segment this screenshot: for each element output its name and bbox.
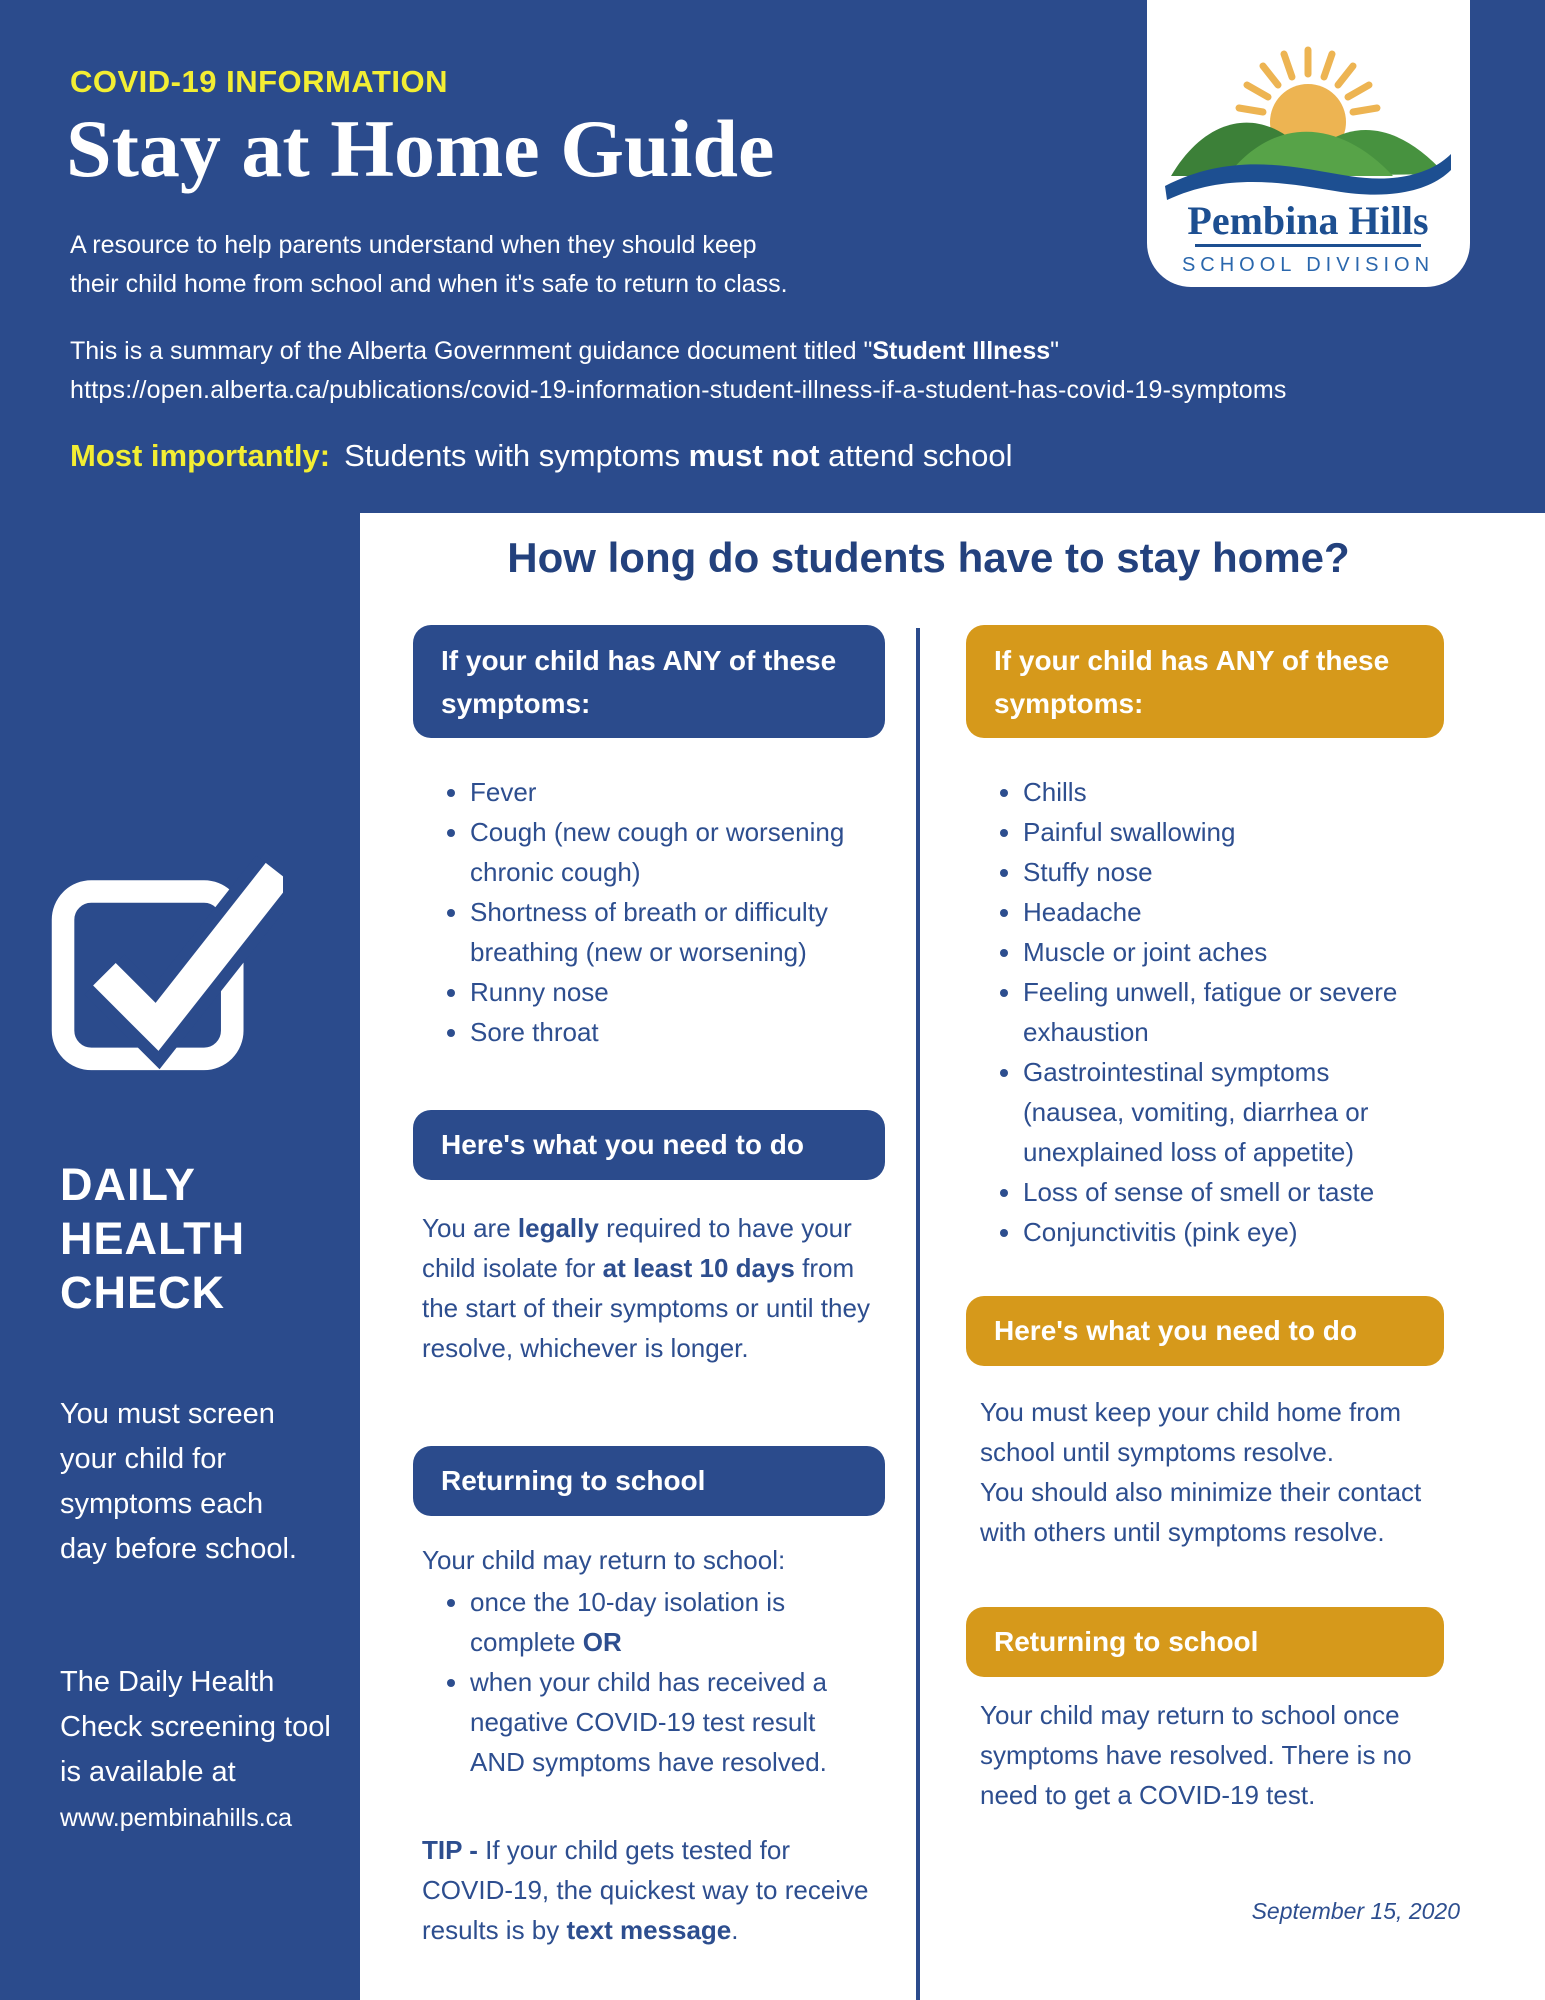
sidebar-title-line-2: HEALTH [60,1213,246,1264]
right-todo-line-1: You must keep your child home from school until symptoms resolve. [980,1397,1402,1467]
sidebar-tool-text-main: The Daily Health Check screening tool is available at [60,1666,331,1788]
list-item: • Stuffy nose [1023,852,1433,892]
important-text: Students with symptoms must not attend school [344,438,1013,473]
list-item: • Shortness of breath or difficulty breathing (new or worsening) [470,892,860,972]
left-todo-text: You are legally required to have your child isolate for at least 10 days from the start of their symptoms or until they resolve, whichever is longer. [422,1213,870,1363]
list-item: • Fever [470,772,860,812]
left-returning-list [440,1582,864,1782]
left-returning-header: Returning to school [413,1446,885,1516]
logo-name: Pembina Hills [1187,198,1429,243]
list-item: • Feeling unwell, fatigue or severe exhaustion [1023,972,1433,1052]
list-item: • when your child has received a negative COVID-19 test result AND symptoms have resolved. [470,1662,864,1782]
list-item: • Chills [1023,772,1433,812]
list-item: • Runny nose [470,972,860,1012]
pembinahills-website-link[interactable]: www.pembinahills.ca [60,1804,293,1832]
main-heading: How long do students have to stay home? [507,534,1350,581]
logo-rule [1195,244,1421,247]
eyebrow-covid-info: COVID-19 INFORMATION [70,64,448,99]
summary-block [70,332,1287,410]
list-item: • Painful swallowing [1023,812,1433,852]
left-tip-text: TIP - If your child gets tested for COVID-19, the quickest way to receive results is by text message. [422,1835,869,1945]
right-todo-header: Here's what you need to do [966,1296,1444,1366]
left-todo-header: Here's what you need to do [413,1110,885,1180]
alberta-guidance-url[interactable]: https://open.alberta.ca/publications/covid-19-information-student-illness-if-a-student-has-covid-19-symptoms [70,376,1287,404]
list-item: • Muscle or joint aches [1023,932,1433,972]
left-returning-intro: Your child may return to school: [422,1545,786,1575]
summary-text: This is a summary of the Alberta Government guidance document titled "Student Illness" [70,337,1060,365]
checkbox-checkmark-icon [48,852,283,1073]
right-symptoms-header: If your child has ANY of these symptoms: [966,625,1444,738]
right-todo-line-2: You should also minimize their contact with others until symptoms resolve. [980,1477,1422,1547]
list-item: • Gastrointestinal symptoms (nausea, vomiting, diarrhea or unexplained loss of appetite) [1023,1052,1433,1172]
sidebar-title-line-3: CHECK [60,1267,226,1318]
column-divider [916,628,920,2000]
list-item: • Conjunctivitis (pink eye) [1023,1212,1433,1252]
list-item: • Headache [1023,892,1433,932]
right-symptoms-list [993,772,1433,1252]
list-item: • Sore throat [470,1012,860,1052]
daily-health-check-title [60,1158,245,1320]
left-symptoms-header: If your child has ANY of these symptoms: [413,625,885,738]
pembina-hills-logo-card [1147,0,1470,287]
subtitle-line-2: their child home from school and when it's safe to return to class. [70,270,788,298]
important-banner [70,438,1013,474]
page-subtitle [70,226,788,304]
page-title: Stay at Home Guide [66,103,775,194]
sidebar-title-line-1: DAILY [60,1159,196,1210]
right-returning-text: Your child may return to school once symptoms have resolved. There is no need to get a COVID-19 test. [980,1700,1412,1810]
left-symptoms-list [440,772,860,1052]
important-label: Most importantly: [70,438,331,473]
logo-division: SCHOOL DIVISION [1181,254,1435,276]
sidebar-screening-text: You must screen your child for symptoms each day before school. [60,1398,297,1565]
right-todo-text [980,1392,1454,1552]
document-date: September 15, 2020 [1251,1898,1460,1924]
sidebar-tool-text [60,1660,332,1841]
list-item: • Loss of sense of smell or taste [1023,1172,1433,1212]
pembina-hills-logo [1147,0,1470,287]
subtitle-line-1: A resource to help parents understand when they should keep [70,231,757,259]
right-returning-header: Returning to school [966,1607,1444,1677]
list-item: • once the 10-day isolation is complete OR [470,1582,864,1662]
list-item: • Cough (new cough or worsening chronic cough) [470,812,860,892]
